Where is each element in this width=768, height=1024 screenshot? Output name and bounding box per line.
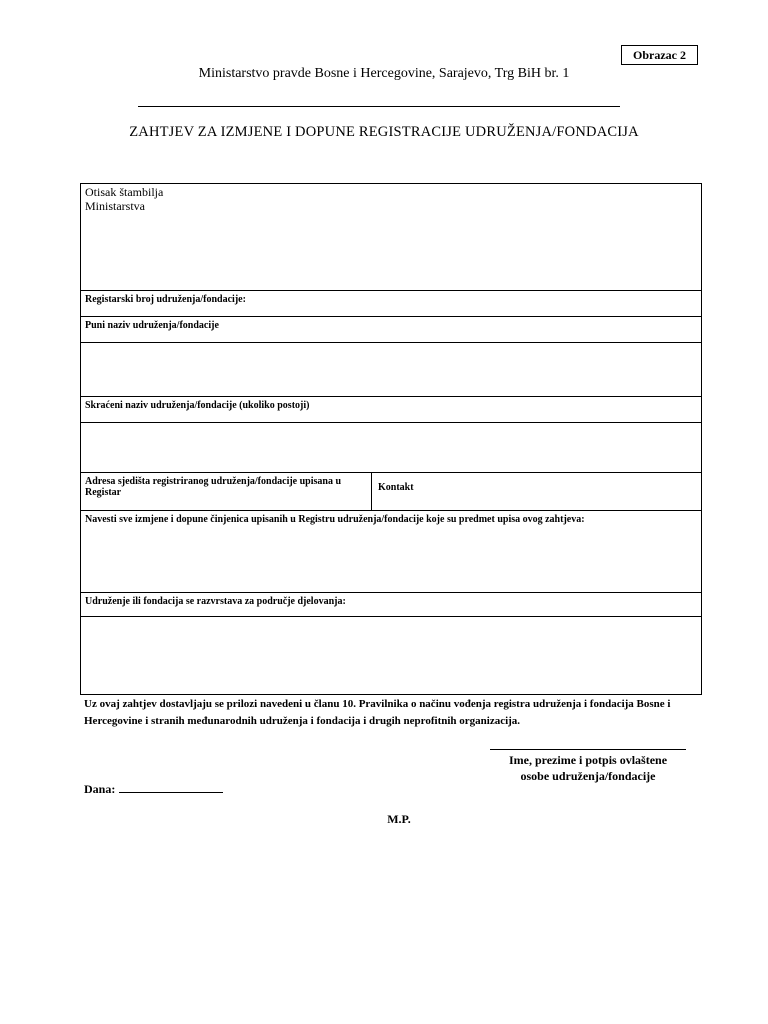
changes-label: Navesti sve izmjene i dopune činjenica upisanih u Registru udruženja/fondacije koje su predmet upisa ovog zahtjeva:: [85, 514, 585, 525]
attachments-note: Uz ovaj zahtjev dostavljaju se prilozi navedeni u članu 10. Pravilnika o načinu vođenja registra udruženja i fondacija Bosne i Hercegovine i stranih međunarodnih udruženja i fondacija i drugih neprofitnih organizacija.: [84, 698, 671, 727]
full-name-label-row: [81, 316, 701, 342]
ministry-header: Ministarstvo pravde Bosne i Hercegovine, Sarajevo, Trg BiH br. 1: [198, 66, 570, 81]
full-name-field[interactable]: [81, 342, 701, 396]
full-name-label: Puni naziv udruženja/fondacije: [85, 320, 219, 331]
header-divider: [138, 106, 620, 107]
short-name-label: Skraćeni naziv udruženja/fondacije (ukoliko postoji): [85, 400, 310, 411]
signature-label-line2: osobe udruženja/fondacije: [520, 769, 656, 783]
short-name-field[interactable]: [81, 422, 701, 472]
stamp-place-label: M.P.: [387, 812, 411, 826]
date-blank-line[interactable]: [119, 782, 223, 793]
date-label: Dana:: [84, 782, 116, 796]
address-label: Adresa sjedišta registriranog udruženja/fondacije upisana u Registar: [85, 476, 342, 498]
request-form-table: [80, 183, 702, 695]
stamp-label-line2: Ministarstva: [85, 199, 145, 213]
date-field: [84, 782, 223, 797]
stamp-label-line1: Otisak štambilja: [85, 185, 164, 199]
signature-line[interactable]: [490, 749, 686, 750]
changes-field[interactable]: [81, 510, 701, 592]
registration-number-row[interactable]: [81, 290, 701, 316]
classification-field[interactable]: [81, 616, 701, 694]
form-number-badge: Obrazac 2: [621, 45, 698, 65]
address-contact-divider: [371, 473, 372, 510]
contact-label: Kontakt: [378, 482, 414, 493]
stamp-cell: [81, 184, 701, 290]
address-contact-row: [81, 472, 701, 510]
registration-number-label: Registarski broj udruženja/fondacije:: [85, 294, 246, 305]
page-title: ZAHTJEV ZA IZMJENE I DOPUNE REGISTRACIJE UDRUŽENJA/FONDACIJA: [129, 124, 639, 140]
short-name-label-row: [81, 396, 701, 422]
signature-label: [480, 752, 696, 784]
classification-label-row: [81, 592, 701, 616]
classification-label: Udruženje ili fondacija se razvrstava za područje djelovanja:: [85, 596, 346, 607]
signature-label-line1: Ime, prezime i potpis ovlaštene: [508, 753, 668, 767]
